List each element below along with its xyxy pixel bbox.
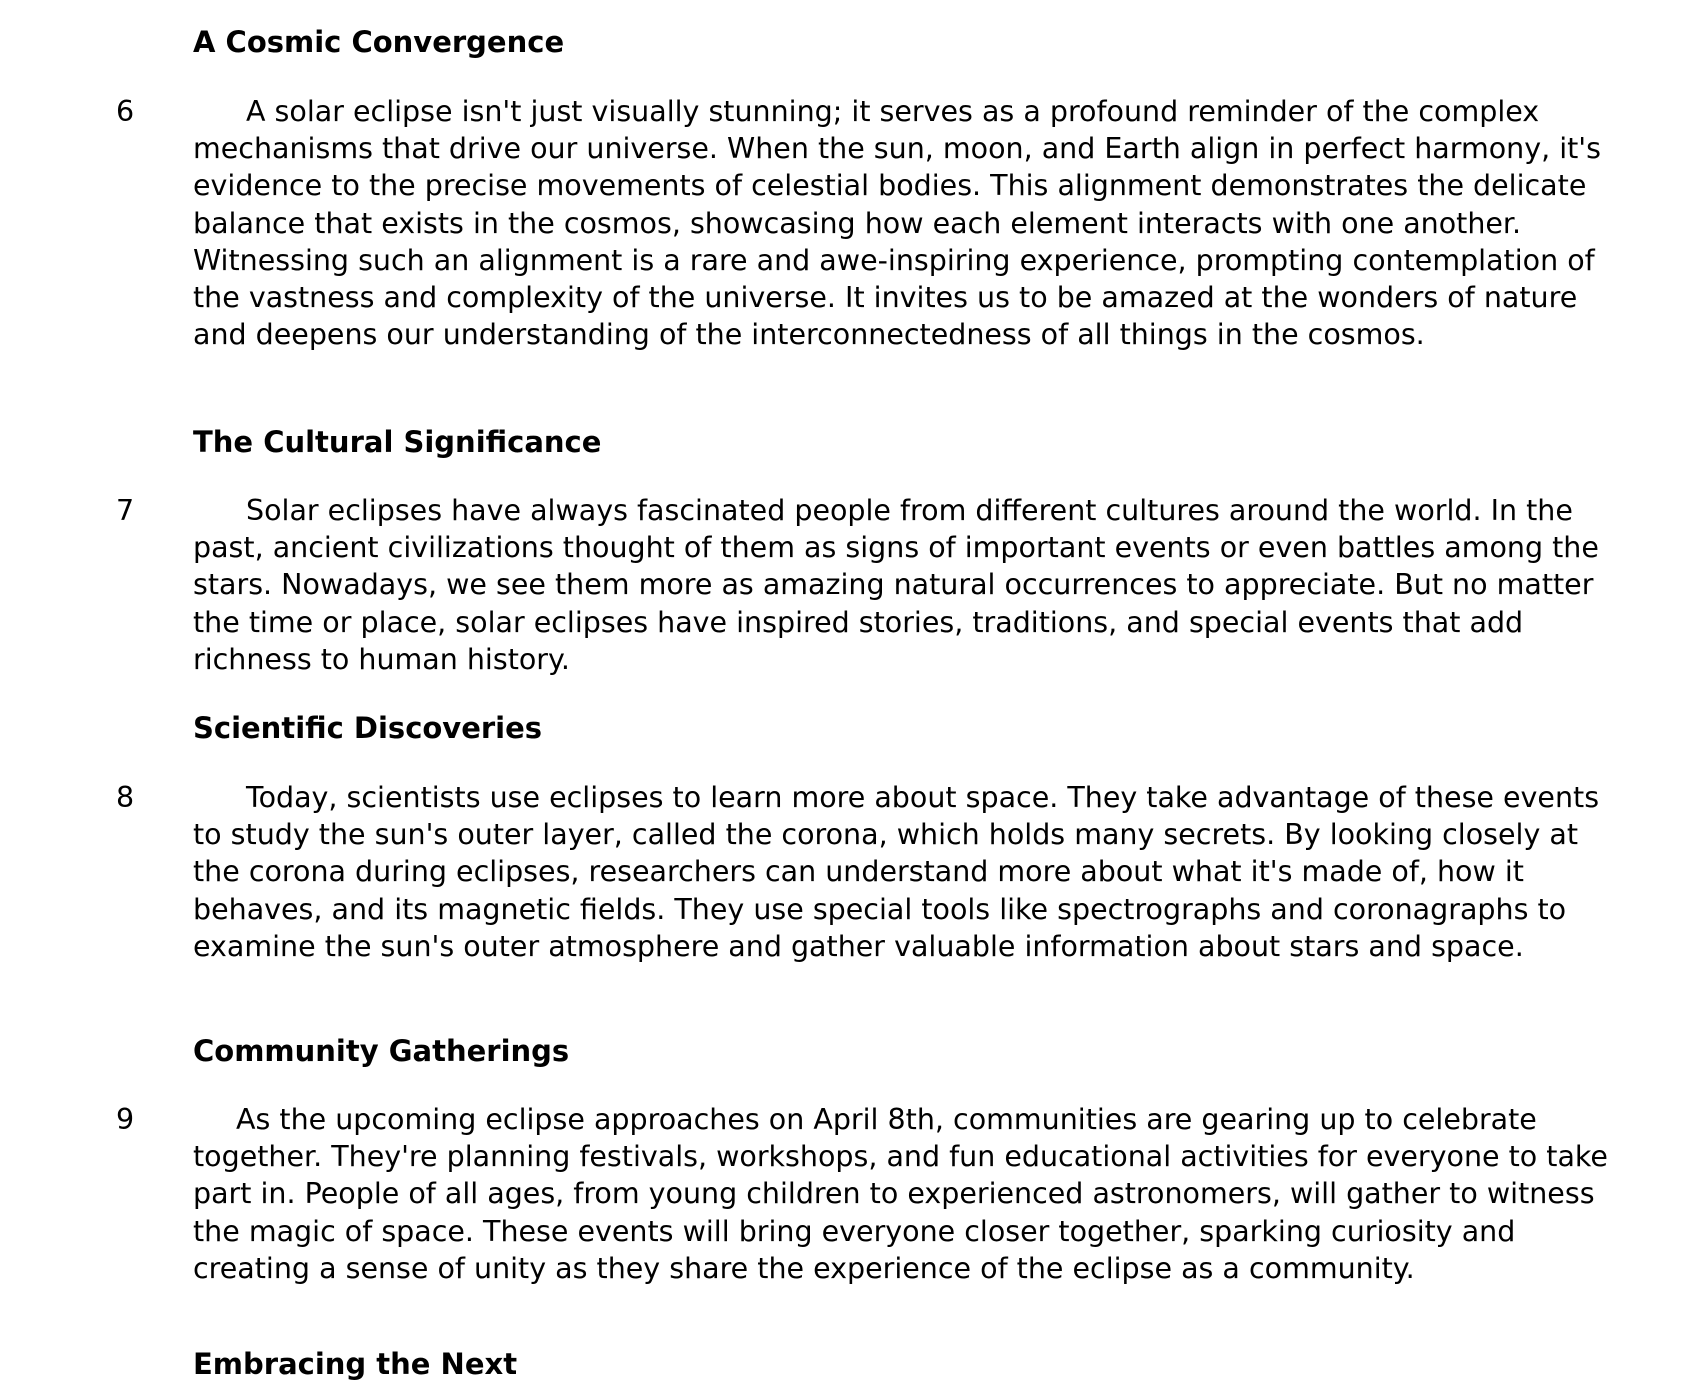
paragraph-number: 8 — [116, 781, 135, 814]
section-heading-scientific-discoveries: Scientific Discoveries — [193, 711, 543, 745]
paragraph-text: A solar eclipse isn't just visually stunning; it serves as a profound reminder of the complex mechanisms that drive our universe. When the sun, moon, and Earth align in perfect harmony, it's evidence to the precise movements of celestial bodies. This alignment demonstrates the delicate balance that exists in the cosmos, showcasing how each element interacts with one another. Witnessing such an alignment is a rare and awe-inspiring experience, prompting contemplation of the vastness and complexity of the universe. It invites us to be amazed at the wonders of nature and deepens our understanding of the interconnectedness of all things in the cosmos. — [193, 95, 1601, 352]
paragraph-number: 9 — [116, 1103, 135, 1136]
paragraph-text: As the upcoming eclipse approaches on April 8th, communities are gearing up to celebrate together. They're planning festivals, workshops, and fun educational activities for everyone to take part in. People of all ages, from young children to experienced astronomers, will gather to witness the magic of space. These events will bring everyone closer together, sparking curiosity and creating a sense of unity as they share the experience of the eclipse as a community. — [193, 1103, 1608, 1285]
section-heading-next: Embracing the Next — [193, 1347, 518, 1381]
section-heading-cosmic-convergence: A Cosmic Convergence — [193, 25, 565, 59]
paragraph-text: Today, scientists use eclipses to learn more about space. They take advantage of these events to study the sun's outer layer, called the corona, which holds many secrets. By looking closely at the corona during eclipses, researchers can understand more about what it's made of, how it behaves, and its magnetic fields. They use special tools like spectrographs and coronagraphs to examine the sun's outer atmosphere and gather valuable information about stars and space. — [193, 781, 1600, 963]
paragraph-text: Solar eclipses have always fascinated people from different cultures around the world. In the past, ancient civilizations thought of them as signs of important events or even battles among the stars. Nowadays, we see them more as amazing natural occurrences to appreciate. But no matter the time or place, solar eclipses have inspired stories, traditions, and special events that add richness to human history. — [193, 494, 1599, 676]
paragraph-number: 7 — [116, 494, 135, 527]
section-heading-cultural-significance: The Cultural Significance — [193, 425, 602, 459]
paragraph-number: 6 — [116, 95, 135, 128]
section-heading-community-gatherings: Community Gatherings — [193, 1034, 570, 1068]
